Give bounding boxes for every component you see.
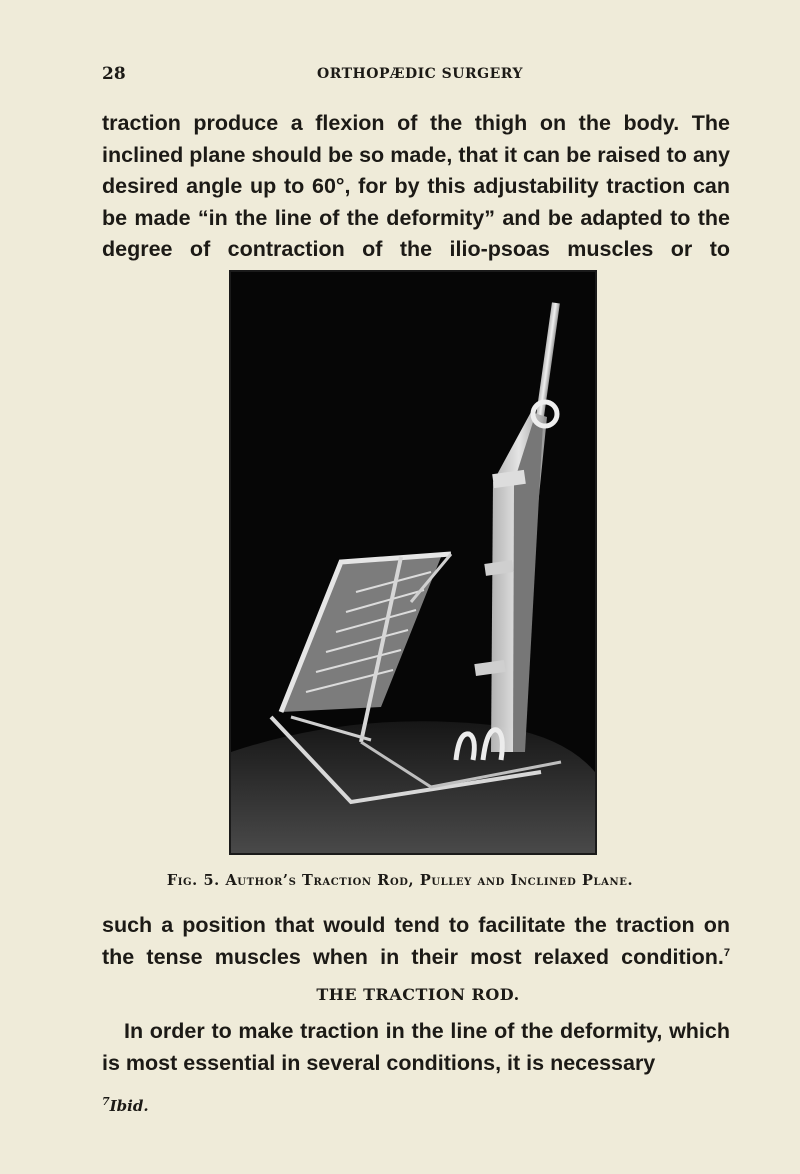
- paragraph-last: In order to make traction in the line of the deformity, which is most essential in several conditions, it is necessary: [102, 1019, 730, 1075]
- footnote: [102, 1097, 149, 1115]
- figure-caption: Fig. 5. Author’s Traction Rod, Pulley and Inclined Plane.: [166, 872, 634, 889]
- footnote-marker: 7: [102, 1095, 110, 1108]
- traction-apparatus-illustration: [231, 272, 595, 853]
- running-title: ORTHOPÆDIC SURGERY: [317, 66, 523, 82]
- footnote-text: Ibid.: [109, 1097, 149, 1115]
- footnote-reference: 7: [723, 946, 730, 959]
- paragraph-top: traction produce a flexion of the thigh on the body. The inclined plane should be so made, that it can be raised to any desired angle up to 60°, for by this adjustability traction can be made “in the line of the deformity” and be adapted to the degree of contraction of the ilio-psoas muscles or to: [102, 111, 730, 262]
- paragraph-bottom-text: such a position that would tend to facilitate the traction on the tense muscles when in their most relaxed condition.: [102, 913, 730, 969]
- section-heading: THE TRACTION ROD.: [316, 985, 520, 1004]
- page-number: 28: [102, 64, 126, 84]
- figure-photograph: [229, 270, 597, 855]
